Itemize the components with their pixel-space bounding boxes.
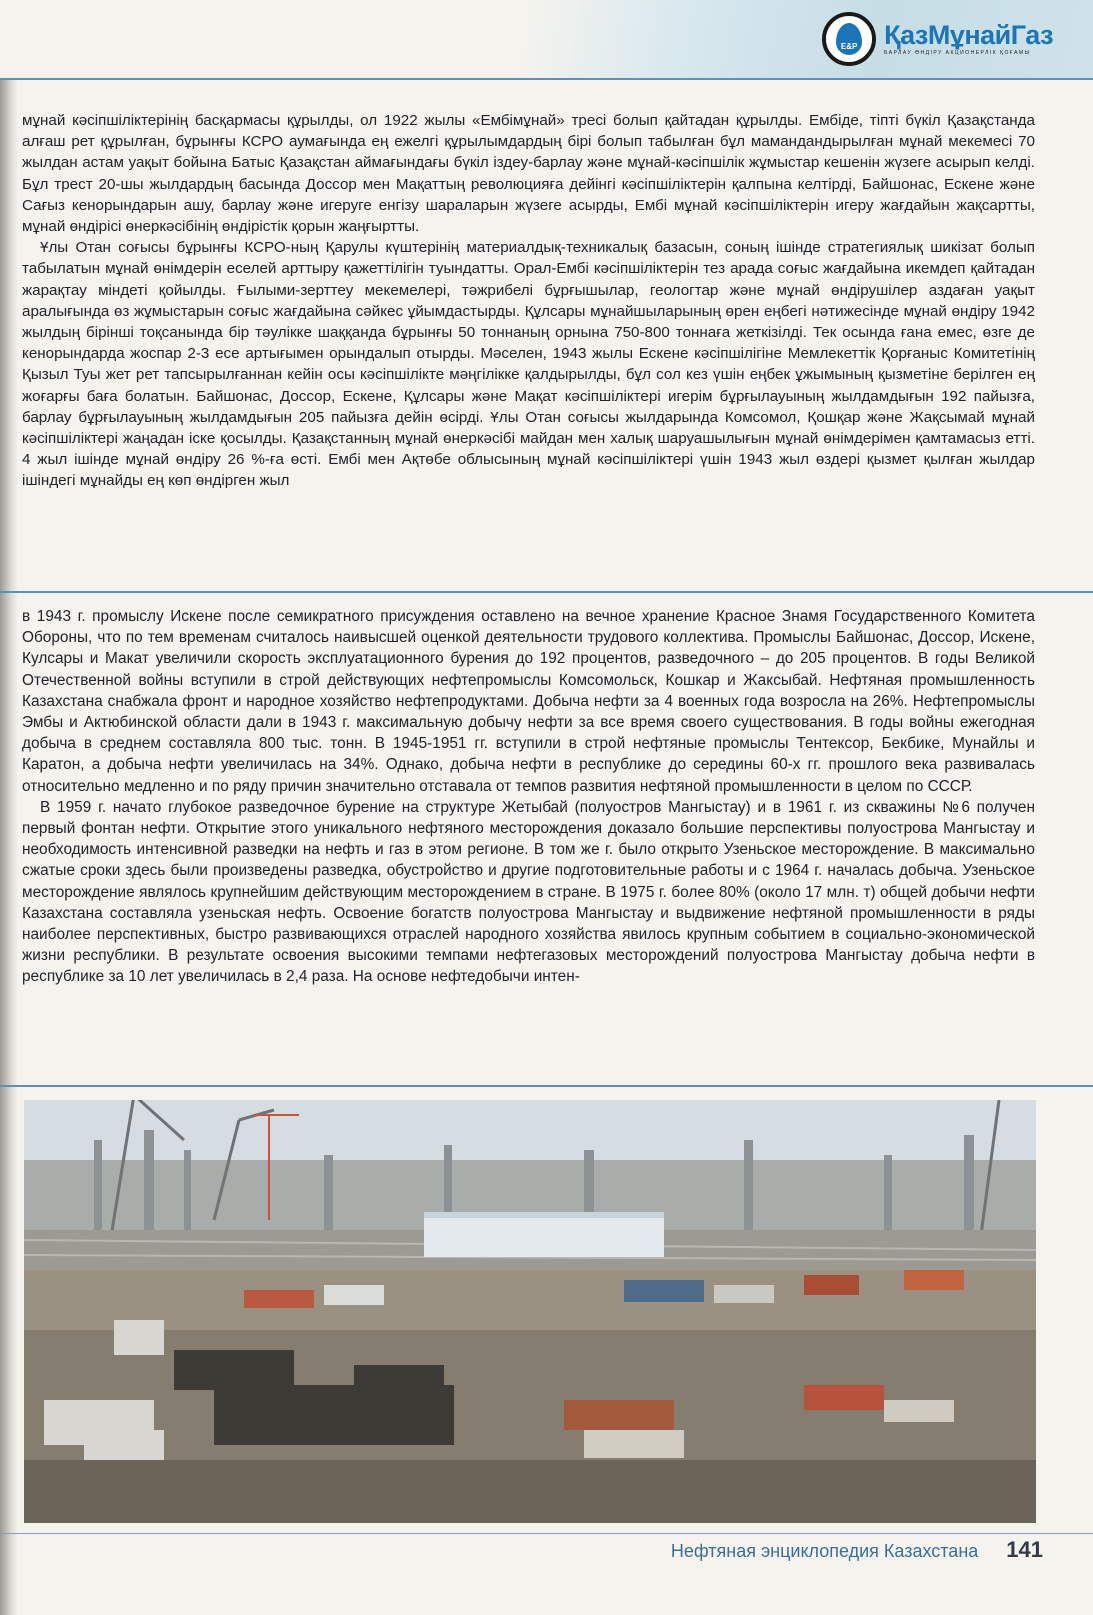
russian-paragraph-2: В 1959 г. начато глубокое разведочное бурение на структуре Жетыбай (полуостров Мангыстау) и в 1961 г. из скважины №6 получен первый фонтан нефти. Открытие этого уникального нефтяного месторождения доказало большие перспективы полуострова Мангыстау и необходимость интенсивной разведки на нефть и газ в этом регионе. В том же г. было открыто Узеньское месторождение. В максимально сжатые сроки здесь были произведены разведка, обустройство и другие подготовительные работы и с 1964 г. началась добыча. Узеньское месторождение являлось крупнейшим действующим месторождением в стране. В 1975 г. более 80% (около 17 млн. т) общей добычи нефти Казахстана составляла узеньская нефть. Освоение богатств полуострова Мангыстау и выдвижение нефтяной промышленности в ряды наиболее перспективных, быстро развивающихся отраслей народного хозяйства явилось крупным событием в социально-экономической жизни республики. В результате освоения высокими темпами нефтегазовых месторождений полуострова Мангыстау добыча нефти в республике за 10 лет увеличилась в 2,4 раза. На основе нефтедобычи интен- — [22, 798, 1035, 986]
section-divider-1 — [0, 591, 1093, 593]
photo-illustration — [24, 1100, 1036, 1523]
logo-text — [884, 21, 1053, 57]
oil-field-construction-photo — [24, 1100, 1036, 1523]
brand-name: ҚазМұнайГаз — [884, 20, 1053, 50]
emblem-label: E&P — [836, 23, 862, 55]
kazakh-text-section — [22, 110, 1035, 492]
header-divider — [0, 78, 1093, 80]
kazakh-paragraph-1: мұнай кәсіпшіліктерінің басқармасы құрылды, ол 1922 жылы «Ембімұнай» тресі болып қайтадан құрылды. Ембіде, тіпті бүкіл Қазақстанда алғаш рет құрылған, бұрынғы КСРО аумағында ең ежелгі құрылымдардың бірі болып табылған бұл мамандандырылған мұнай мекемесі 70 жылдан астам уақыт бойына Батыс Қазақстан аймағындағы бүкіл іздеу-барлау және мұнай-кәсіпшілік жұмыстар кешенін жүзеге асырып келді. Бұл трест 20-шы жылдардың басында Доссор мен Мақаттың революцияға дейінгі кәсіпшіліктерін қалпына келтірді, Байшонас, Ескене және Сағыз кенорындарын ашу, барлау және игеруге енгізу шараларын жүзеге асырды, Ембі мұнай кәсіпшіліктерін игеру жағдайын жақсартты, мұнай өндірісі өнеркәсібінің өндірістік қорын жаңғыртты. — [22, 112, 1035, 236]
russian-text-section — [22, 606, 1035, 988]
kazmunaigaz-logo — [822, 12, 1053, 66]
footer-title: Нефтяная энциклопедия Казахстана — [670, 1541, 979, 1561]
section-divider-2 — [0, 1085, 1093, 1087]
oil-drop-emblem-icon — [822, 12, 876, 66]
footer-divider — [0, 1533, 1093, 1534]
page-number: 141 — [1006, 1537, 1043, 1562]
header-band — [0, 0, 1093, 78]
brand-tagline: БАРЛАУ ӨНДІРУ АКЦИОНЕРЛІК ҚОҒАМЫ — [884, 50, 1031, 56]
russian-paragraph-1: в 1943 г. промыслу Искене после семикратного присуждения оставлено на вечное хранение Красное Знамя Государственного Комитета Обороны, что по тем временам считалось наивысшей оценкой деятельности трудового коллектива. Промыслы Байшонас, Доссор, Искене, Кулсары и Макат увеличили скорость эксплуатационного бурения до 192 процентов, разведочного – до 205 процентов. В годы Великой Отечественной войны вступили в строй действующих нефтепромыслы Комсомольск, Кошкар и Жаксыбай. Нефтяная промышленность Казахстана снабжала фронт и народное хозяйство нефтепродуктами. Добыча нефти за 4 военных года возросла на 26%. Нефтепромыслы Эмбы и Актюбинской области дали в 1943 г. максимальную добычу нефти за все время своего существования. В годы войны ежегодная добыча в среднем составляла 800 тыс. тонн. В 1945-1951 гг. вступили в строй нефтяные промыслы Тентексор, Бекбике, Мунайлы и Каратон, а добыча нефти увеличилась на 34%. Однако, добыча нефти в республике до середины 60-х гг. прошлого века развивалась относительно медленно и по ряду причин значительно отставала от темпов развития нефтяной промышленности в целом по СССР. — [22, 608, 1035, 795]
page-footer — [671, 1537, 1043, 1563]
page-gutter-shadow — [0, 0, 18, 1615]
kazakh-paragraph-2: Ұлы Отан соғысы бұрынғы КСРО-ның Қарулы күштерінің материалдық-техникалық базасын, соның ішінде стратегиялық шикізат болып табылатын мұнай өнімдерін еселей арттыру қажеттілігін туындатты. Орал-Ембі кәсіпшіліктерін тез арада соғыс жағдайына икемдеп қайтадан жарақтау міндеті қойылды. Ғылыми-зерттеу мекемелері, тәжрибелі бұрғышылар, геологтар және мұнай өндірушілер аздаған уақыт аралығында өз жұмыстарын соғыс жағдайына сәйкес ұйымдастырды. Құлсары мұнайшыларының өрен еңбегі нәтижесінде мұнай өндіру 1942 жылдың бірінші тоқсанында бір тәулікке шаққанда бұрынғы 50 тоннаның орнына 750-800 тоннаға жеткізілді. Тек осында ғана емес, өзге де кенорындарда жоспар 2-3 есе артығымен орындалып отырды. Мәселен, 1943 жылы Ескене кәсіпшілігіне Мемлекеттік Қорғаныс Комитетінің Қызыл Туы жет рет тапсырылғаннан кейін осы кәсіпшілікте мәңгілікке қалдырылды, бұл сол кез үшін еңбек ұжымының қызметіне берілген ең жоғарғы баға болатын. Байшонас, Доссор, Ескене, Құлсары және Мақат кәсіпшіліктері игерім бұрғылауының жылдамдығын 192 пайызға, барлау бұрғылауының жылдамдығын 205 пайызға дейін өсірді. Ұлы Отан соғысы жылдарында Комсомол, Қошқар және Жақсымай мұнай кәсіпшіліктері жаңадан іске қосылды. Қазақстанның мұнай өнеркәсібі майдан мен халық шаруашылығын мұнай өнімдерімен қамтамасыз етті. 4 жыл ішінде мұнай өндіру 26 %-ға өсті. Ембі мен Ақтөбе облысының мұнай кәсіпшіліктері үшін 1943 жыл өздері қызмет қылған жылдар ішіндегі мұнайды ең көп өндірген жыл — [22, 239, 1035, 490]
